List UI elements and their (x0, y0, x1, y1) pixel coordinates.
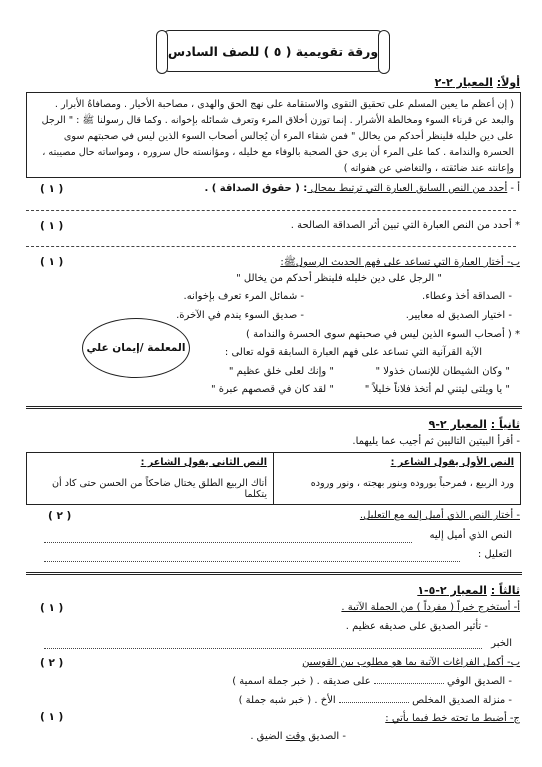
section1-heading (435, 76, 520, 89)
section3-heading-label: المعيار ٢-٥-١ (417, 584, 487, 597)
s1-q3-text: أختار العبارة التي تساعد على فهم الحديث الرسولﷺ: (280, 257, 504, 268)
answer-line[interactable] (44, 542, 412, 543)
s3-q3-sentence-b: الضيق . (250, 731, 286, 742)
verse-option[interactable]: " يا ويلتى ليتني لم أتخذ فلاناً خليلاً " (364, 384, 510, 395)
verse-option[interactable]: " وإنك لعلى خلق عظيم " (228, 366, 334, 377)
s3-q2-mark: ( ٢ ) (40, 657, 64, 669)
fill-blank[interactable] (339, 702, 409, 703)
s3-q3-sentence-a: - الصديق (305, 731, 346, 742)
answer-line[interactable] (26, 246, 516, 247)
option-item[interactable]: - شمائل المرء تعرف بإخوانه. (183, 291, 304, 302)
worksheet-title (163, 30, 383, 72)
teacher-name-stamp (82, 318, 190, 378)
section2-heading-label: المعيار ٢-٩ (428, 418, 487, 431)
s1-q1-text: أحدد من النص السابق العبارة التي ترتبط بمجال (307, 183, 508, 194)
s1-q3-mark: ( ١ ) (40, 256, 64, 268)
s1-q1-mark: ( ١ ) (40, 183, 64, 195)
passage-line: والبعد عن قرناء السوء ومخالطة الأشرار . إنما توزن أخلاق المرء وتعرف شمائله بإخوانه . وكما قال رسولنا ﷺ : " الرجل (41, 115, 514, 126)
poem1-label: النص الأول يقول الشاعر : (390, 457, 514, 468)
s2-a2-label: التعليل : (477, 549, 512, 560)
s1-q1 (204, 183, 520, 194)
answer-line[interactable] (44, 561, 460, 562)
answer-line[interactable] (26, 210, 516, 211)
fill-item-1 (232, 676, 512, 687)
section3-heading-num: ثالثاً : (490, 584, 520, 597)
poem1-cell (274, 453, 521, 505)
passage-box (26, 92, 521, 178)
poem2-text: أتاك الربيع الطلق يختال ضاحكاً من الحسن حتى كاد أن يتكلما (51, 478, 267, 500)
passage-line: على دين خليله فلينظر أحدكم من يخالل " فمن شقاء المرء أن يُجالس أصحاب السوء الذين ليس في صحبتهم سوى (63, 131, 514, 142)
poem2-label: النص الثاني يقول الشاعر : (140, 457, 267, 468)
passage-line: الحسرة والندامة . كما على المرء أن يرى حق الصحبة بالوفاء مع خليله ، ومؤانسته حال سروره ، ومواساته حال مصيبته ، (42, 147, 514, 158)
s2-instruction: - أقرأ البيتين التاليين ثم أجيب عما يليهما. (352, 436, 520, 447)
section1-heading-num: أولاً: (496, 76, 520, 89)
fill-item-1-b: على صديقه . ( خبر جملة اسمية ) (232, 676, 371, 687)
hadith-quote: " الرجل على دين خليله فلينظر أحدكم من يخالل " (236, 273, 442, 284)
section-divider (26, 572, 522, 575)
fill-item-2-b: الأخ . ( خبر شبه جملة ) (238, 695, 336, 706)
worksheet-title-text: ورقة تقويمية ( ٥ ) للصف السادس (167, 43, 379, 59)
s1-q1-hint: : ( حقوق الصداقة ) . (204, 183, 308, 194)
verse-option[interactable]: " وكان الشيطان للإنسان خذولا " (375, 366, 510, 377)
s3-q3: ج- أضبط ما تحته خط فيما يأتي : (385, 713, 520, 724)
poem1-text: ورد الربيع ، فمرحباً بوروده وبنور بهجته ، ونور وروده (310, 478, 514, 489)
s3-q1-sentence: - تأثير الصديق على صديقه عظيم . (345, 621, 488, 632)
s3-q1: أ- أستخرج خبراً ( مفرداً ) من الجملة الآتية . (341, 602, 520, 613)
s3-q1-answer-label: الخبر (491, 638, 512, 649)
section2-heading-num: ثانياً : (490, 418, 520, 431)
s1-q4-sub: الآية القرآنية التي تساعد على فهم العبارة السابقة قوله تعالى : (224, 347, 482, 358)
s2-a1-label: النص الذي أميل إليه (429, 530, 512, 541)
fill-item-2-a: - منزلة الصديق المخلص (412, 695, 512, 706)
s3-q1-mark: ( ١ ) (40, 602, 64, 614)
s2-q1-mark: ( ٢ ) (48, 510, 72, 522)
passage-line: ( إن أعظم ما يعين المسلم على تحقيق التقوى والاستقامة على نهج الحق والهدى ، مصاحبة الأخيار . ومصافاةُ الأبرار . (54, 99, 514, 110)
verse-option[interactable]: " لقد كان في قصصهم عبرة " (210, 384, 334, 395)
option-item[interactable]: - الصداقة أخذ وعطاء. (422, 291, 512, 302)
passage-line: وإعانته عند ضائقته ، والتغاضي عن هفواته ) (343, 163, 514, 174)
section3-heading (417, 584, 520, 597)
s1-q2: * أحدد من النص العبارة التي تبين أثر الصداقة الصالحة . (290, 220, 520, 231)
s3-q3-mark: ( ١ ) (40, 711, 64, 723)
fill-item-1-a: - الصديق الوفي (447, 676, 512, 687)
section1-heading-label: المعيار ٢-٢ (434, 76, 493, 89)
poem2-cell (27, 453, 274, 505)
s1-q1-prefix: أ - (507, 183, 520, 194)
s3-q2: ب- أكمل الفراغات الآتية بما هو مطلوب بين القوسين (302, 657, 520, 668)
fill-item-2 (239, 695, 512, 706)
s1-q4: * ( أصحاب السوء الذين ليس في صحبتهم سوى الحسرة والندامة ) (246, 329, 520, 340)
section-divider (26, 406, 522, 409)
option-item[interactable]: - صديق السوء يندم في الآخرة. (176, 310, 304, 321)
s3-q3-sentence (250, 731, 346, 742)
s3-q3-underlined: وقت (285, 731, 306, 742)
s1-q2-mark: ( ١ ) (40, 220, 64, 232)
teacher-name: المعلمة /إيمان علي (86, 342, 186, 354)
section2-heading (429, 418, 520, 431)
fill-blank[interactable] (374, 683, 444, 684)
s1-q3-prefix: ب- (503, 257, 520, 268)
answer-line[interactable] (44, 648, 482, 649)
s2-q1: - أختار النص الذي أميل إليه مع التعليل. (359, 510, 520, 521)
option-item[interactable]: - اختيار الصديق له معايير. (405, 310, 512, 321)
s1-q3 (280, 256, 520, 270)
poems-table (26, 452, 521, 505)
